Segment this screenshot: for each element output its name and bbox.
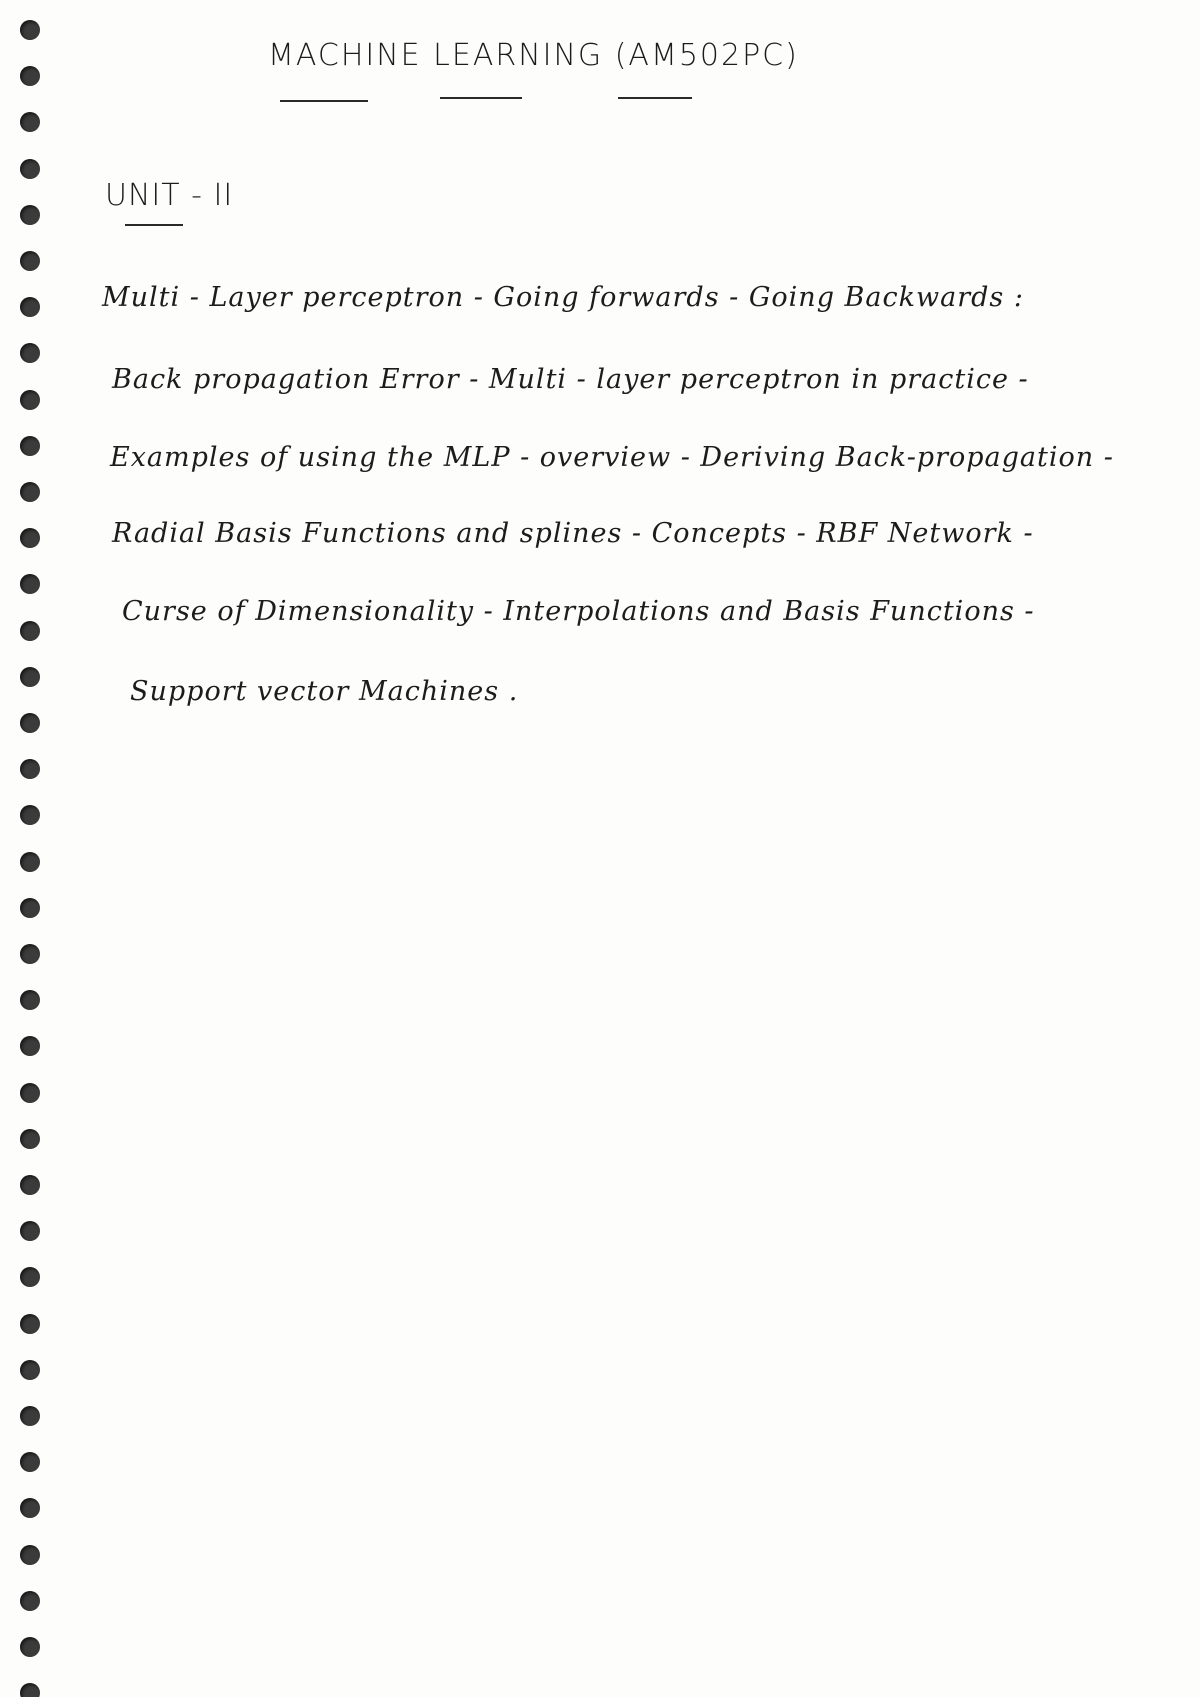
binder-hole: [20, 574, 40, 594]
binder-hole: [20, 1360, 40, 1380]
binder-hole: [20, 1221, 40, 1241]
title-underline: [618, 97, 692, 99]
binder-hole: [20, 1314, 40, 1334]
binder-hole: [20, 66, 40, 86]
binder-hole: [20, 343, 40, 363]
binder-hole: [20, 1591, 40, 1611]
binder-hole: [20, 205, 40, 225]
binder-hole: [20, 159, 40, 179]
binder-hole: [20, 713, 40, 733]
unit-heading: UNIT - II: [105, 178, 234, 213]
binder-hole: [20, 1406, 40, 1426]
binder-hole: [20, 297, 40, 317]
binder-hole: [20, 621, 40, 641]
binder-hole: [20, 944, 40, 964]
binder-hole: [20, 990, 40, 1010]
binder-hole: [20, 667, 40, 687]
binder-hole: [20, 1452, 40, 1472]
binder-hole: [20, 251, 40, 271]
binder-hole: [20, 436, 40, 456]
binder-hole: [20, 1267, 40, 1287]
binder-hole: [20, 805, 40, 825]
binder-hole: [20, 20, 40, 40]
binder-hole: [20, 1129, 40, 1149]
binder-hole: [20, 1545, 40, 1565]
binder-hole: [20, 898, 40, 918]
binder-hole: [20, 759, 40, 779]
binder-hole: [20, 1175, 40, 1195]
syllabus-line: Examples of using the MLP - overview - Deriving Back-propagation -: [110, 442, 1114, 473]
binder-hole: [20, 1036, 40, 1056]
syllabus-line: Radial Basis Functions and splines - Concepts - RBF Network -: [112, 518, 1034, 549]
binder-hole: [20, 1683, 40, 1697]
binder-hole: [20, 112, 40, 132]
syllabus-line: Back propagation Error - Multi - layer perceptron in practice -: [112, 364, 1029, 395]
syllabus-line: Multi - Layer perceptron - Going forwards - Going Backwards :: [102, 282, 1024, 313]
binder-hole: [20, 528, 40, 548]
binder-holes: [20, 20, 42, 1680]
title-underline: [280, 100, 368, 102]
title-underline: [440, 97, 522, 99]
syllabus-line: Support vector Machines .: [130, 676, 519, 707]
binder-hole: [20, 1083, 40, 1103]
binder-hole: [20, 852, 40, 872]
unit-underline: [125, 224, 183, 226]
syllabus-line: Curse of Dimensionality - Interpolations and Basis Functions -: [122, 596, 1035, 627]
binder-hole: [20, 482, 40, 502]
binder-hole: [20, 1498, 40, 1518]
page-title: MACHINE LEARNING (AM502PC): [268, 38, 799, 73]
binder-hole: [20, 1637, 40, 1657]
binder-hole: [20, 390, 40, 410]
